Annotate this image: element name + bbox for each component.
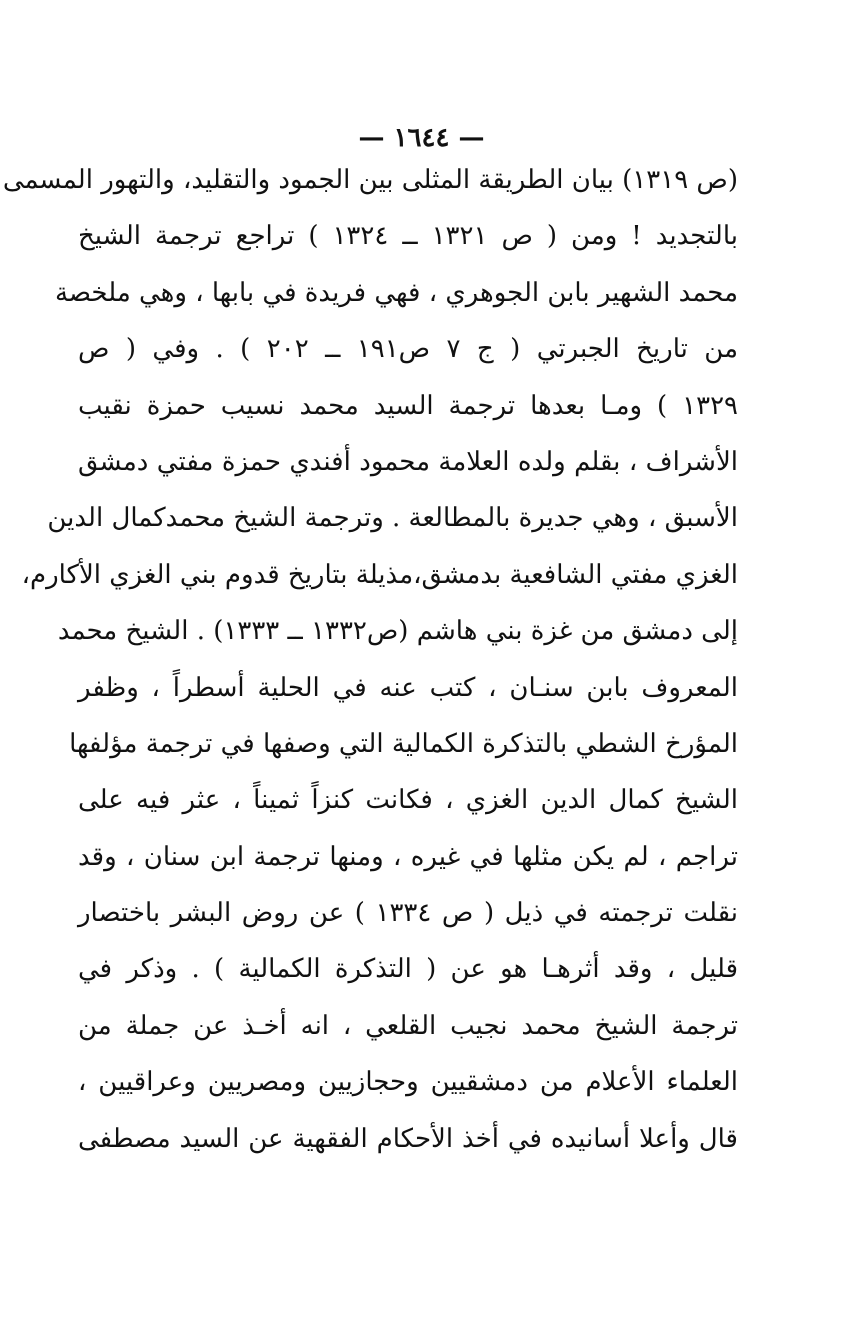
text-line: الغزي مفتي الشافعية بدمشق،مذيلة بتاريخ قدوم بني الغزي الأكارم، xyxy=(21,559,738,590)
text-line: محمد الشهير بابن الجوهري ، فهي فريدة في بابها ، وهي ملخصة xyxy=(54,277,738,308)
body-text xyxy=(2,152,739,1167)
text-line: قال وأعلا أسانيده في أخذ الأحكام الفقهية عن السيد مصطفى xyxy=(78,1123,738,1154)
text-line: من تاريخ الجبرتي ( ج ٧ ص١٩١ ــ ٢٠٢ ) . وفي ( ص xyxy=(78,334,739,365)
text-line: ترجمة الشيخ محمد نجيب القلعي ، انه أخـذ عن جملة من xyxy=(78,1010,738,1041)
text-line: المعروف بابن سنـان ، كتب عنه في الحلية أسطراً ، وظفر xyxy=(78,672,738,703)
text-line: بالتجديد ! ومن ( ص ١٣٢١ ــ ١٣٢٤ ) تراجع ترجمة الشيخ xyxy=(78,221,738,252)
text-line: الأسبق ، وهي جديرة بالمطالعة . وترجمة الشيخ محمدكمال الدين xyxy=(47,503,738,534)
text-line: (ص ١٣١٩) بيان الطريقة المثلى بين الجمود والتقليد، والتهور المسمى xyxy=(2,165,738,195)
page-number: — ١٦٤٤ — xyxy=(358,123,485,153)
text-line: قليل ، وقد أثرهـا هو عن ( التذكرة الكمالية ) . وذكر في xyxy=(78,954,738,985)
text-line: نقلت ترجمته في ذيل ( ص ١٣٣٤ ) عن روض البشر باختصار xyxy=(78,898,738,929)
text-line: العلماء الأعلام من دمشقيين وحجازيين ومصريين وعراقيين ، xyxy=(78,1067,738,1098)
text-line: ١٣٢٩ ) ومـا بعدها ترجمة السيد محمد نسيب حمزة نقيب xyxy=(78,390,738,421)
text-line: المؤرخ الشطي بالتذكرة الكمالية التي وصفها في ترجمة مؤلفها xyxy=(69,728,738,759)
text-line: الأشراف ، بقلم ولده العلامة محمود أفندي حمزة مفتي دمشق xyxy=(78,446,738,477)
text-line: الشيخ كمال الدين الغزي ، فكانت كنزاً ثميناً ، عثر فيه على xyxy=(78,785,738,816)
text-line: إلى دمشق من غزة بني هاشم (ص١٣٣٢ ــ ١٣٣٣) . الشيخ محمد xyxy=(57,616,738,647)
text-line: تراجم ، لم يكن مثلها في غيره ، ومنها ترجمة ابن سنان ، وقد xyxy=(78,841,738,872)
